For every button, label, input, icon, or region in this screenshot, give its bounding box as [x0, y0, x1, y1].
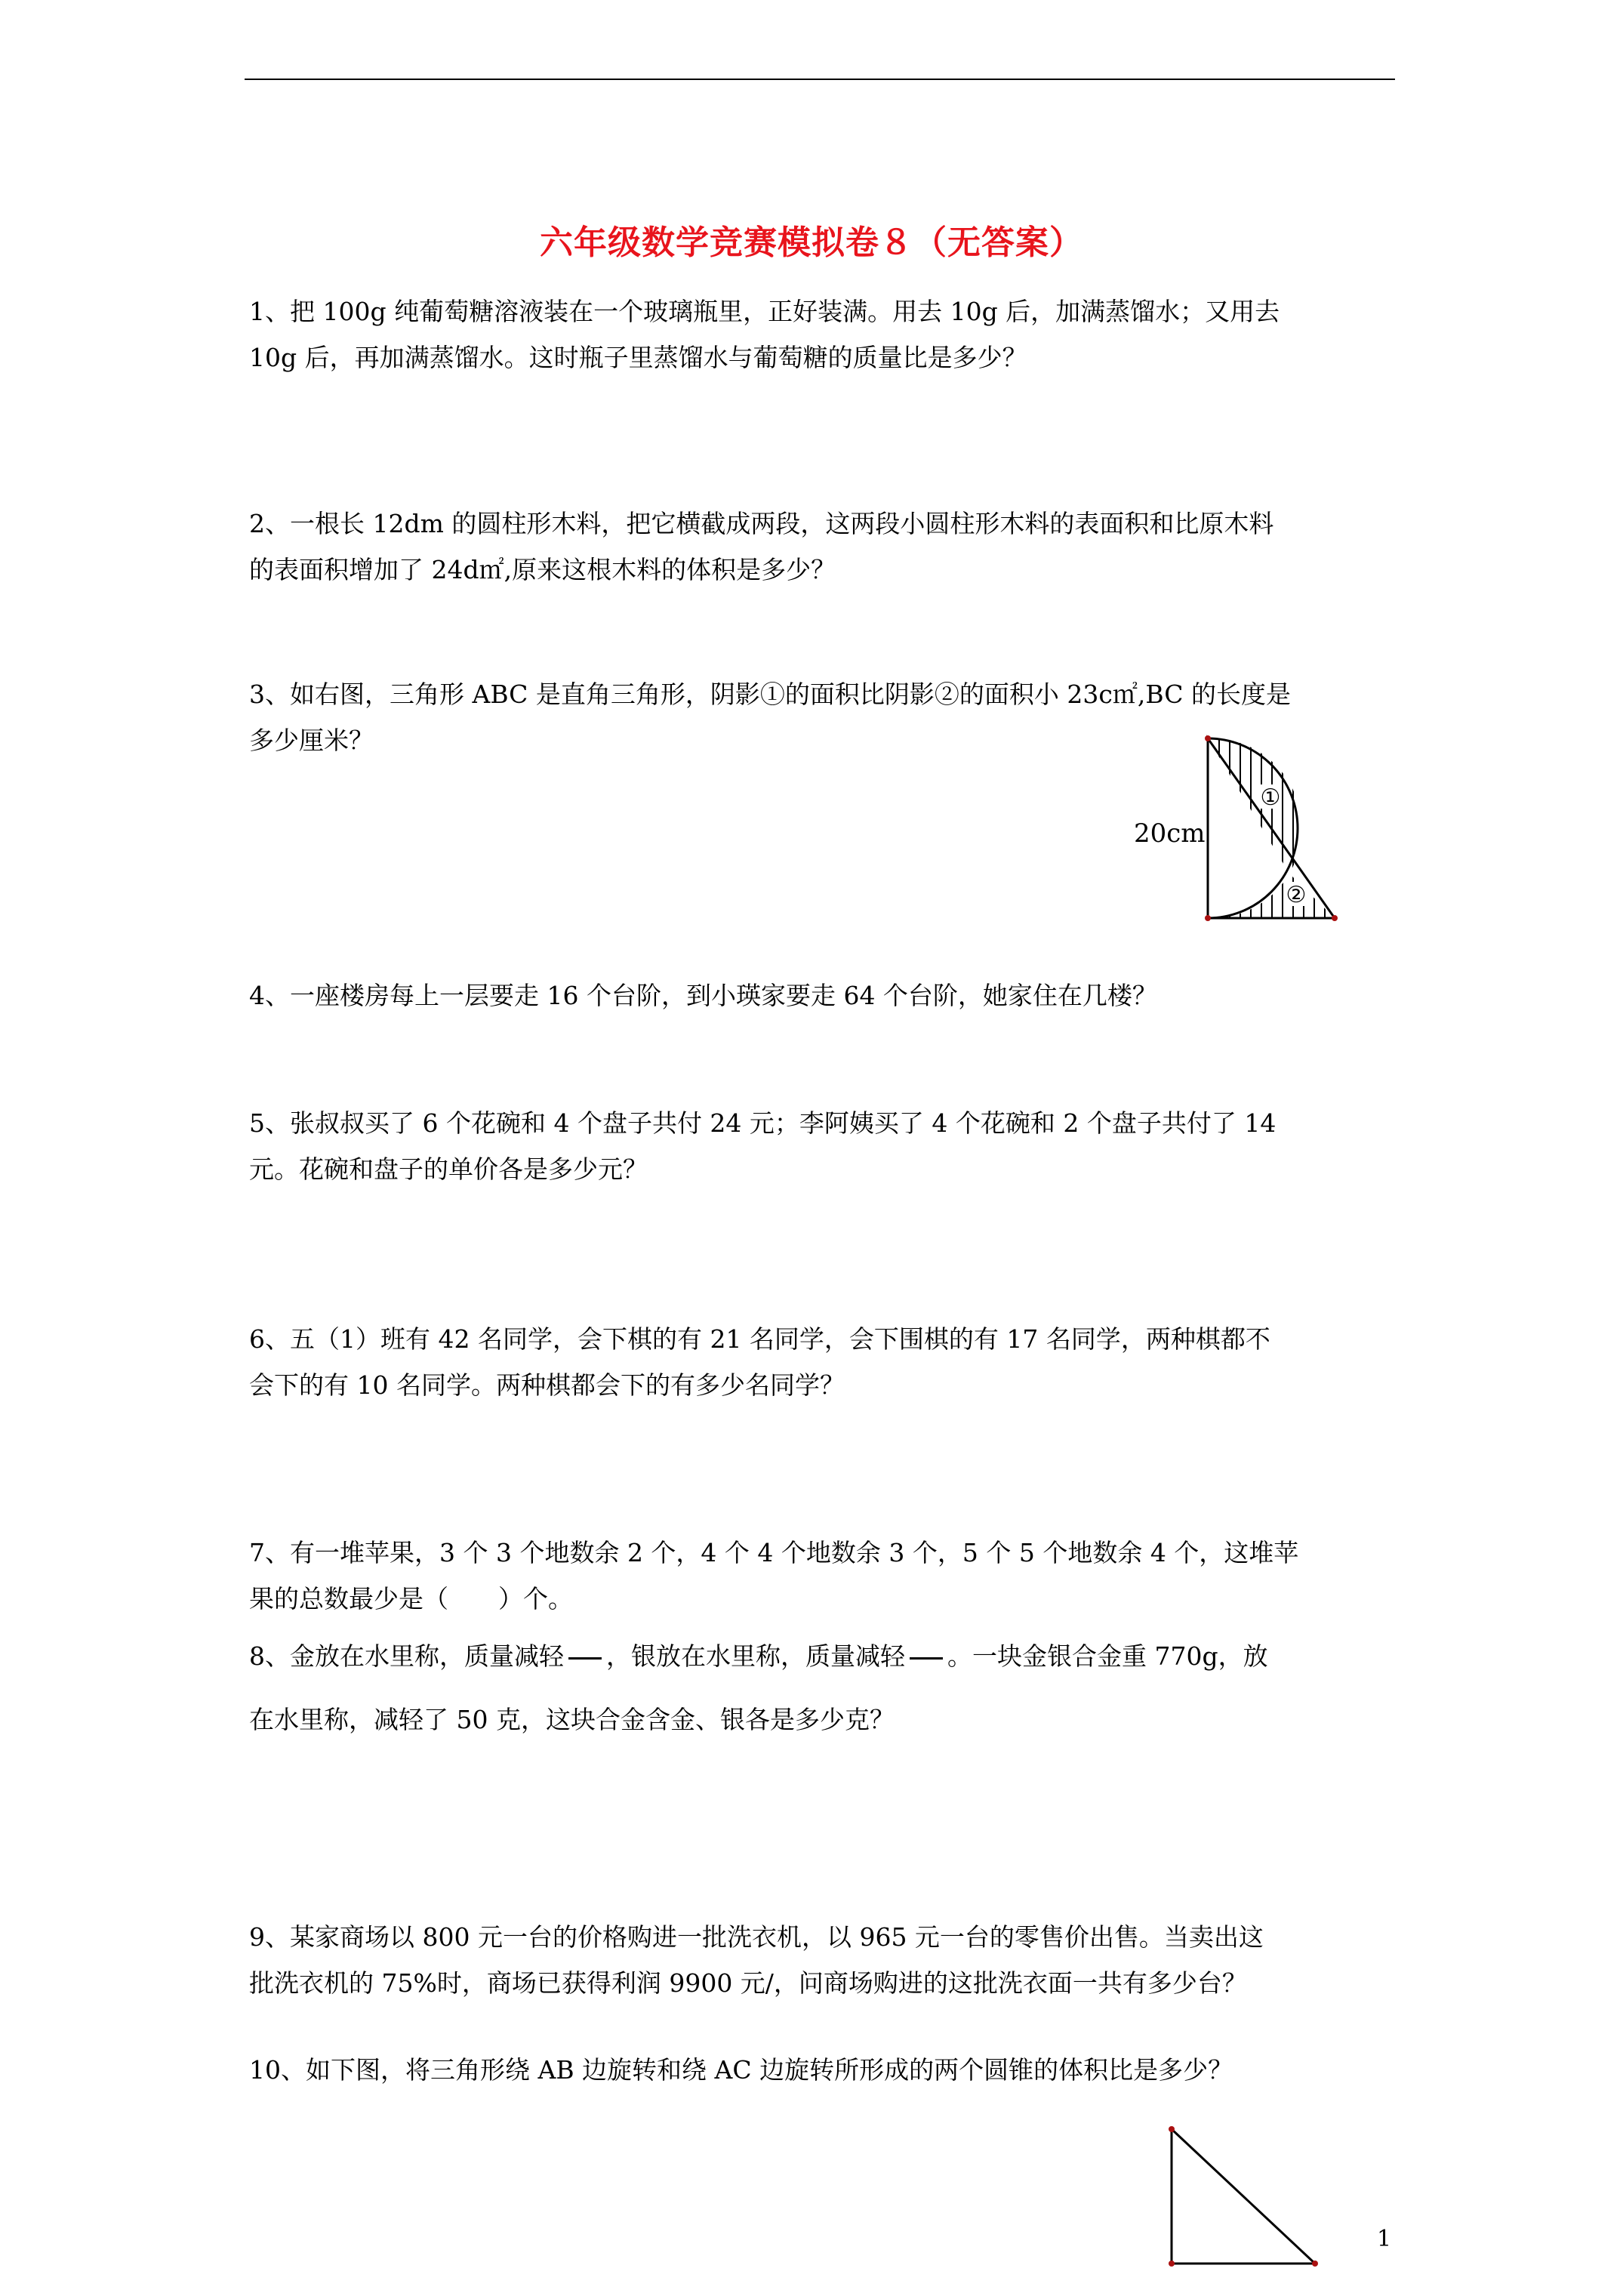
- region-1-label: ①: [1260, 784, 1281, 811]
- question-9-line-2: 批洗衣机的 75%时，商场已获得利润 9900 元/，问商场购进的这批洗衣面一共有多少台？: [249, 1968, 1247, 1998]
- shaded-region-2: [1208, 874, 1335, 918]
- page-number: 1: [1377, 2226, 1392, 2252]
- fraction-bar: [568, 1657, 602, 1660]
- question-2: [249, 501, 1397, 593]
- question-3-line-2: 多少厘米？: [249, 726, 374, 755]
- vertex-dot: [1312, 2261, 1318, 2267]
- region-2-label: ②: [1286, 882, 1307, 908]
- question-3-figure: [1193, 729, 1344, 929]
- question-2-line-1: 2、一根长 12dm 的圆柱形木料，把它横截成两段，这两段小圆柱形木料的表面积和比原木料: [249, 509, 1274, 538]
- fraction-bar: [910, 1657, 943, 1660]
- question-6-line-2: 会下的有 10 名同学。两种棋都会下的有多少名同学？: [249, 1370, 845, 1400]
- question-4: [249, 972, 1397, 1019]
- question-2-line-2: 的表面积增加了 24d㎡,原来这根木料的体积是多少？: [249, 555, 836, 584]
- question-8: [249, 1632, 1397, 1744]
- vertex-dot: [1332, 915, 1338, 921]
- question-6: [249, 1316, 1397, 1408]
- question-6-line-1: 6、五（1）班有 42 名同学，会下棋的有 21 名同学，会下围棋的有 17 名同学，两种棋都不: [249, 1324, 1270, 1354]
- question-5: [249, 1100, 1397, 1192]
- page-title: 六年级数学竞赛模拟卷８（无答案）: [540, 223, 1083, 262]
- question-4-line-1: 4、一座楼房每上一层要走 16 个台阶，到小瑛家要走 64 个台阶，她家住在几楼？: [249, 981, 1157, 1010]
- vertex-dot: [1169, 2126, 1175, 2132]
- question-8-text-c: 。一块金银合金重 770g，放: [947, 1641, 1268, 1671]
- vertex-dot: [1205, 915, 1211, 921]
- header-rule: [245, 79, 1395, 80]
- vertex-dot: [1205, 735, 1211, 741]
- question-3-line-1: 3、如右图，三角形 ABC 是直角三角形，阴影①的面积比阴影②的面积小 23c㎡,BC 的长度是: [249, 680, 1291, 709]
- right-triangle: [1172, 2129, 1315, 2264]
- question-8-text-b: ，银放在水里称，质量减轻: [606, 1641, 905, 1671]
- question-7: [249, 1530, 1397, 1622]
- question-9: [249, 1914, 1397, 2006]
- question-1-line-2: 10g 后，再加满蒸馏水。这时瓶子里蒸馏水与葡萄糖的质量比是多少？: [249, 343, 1027, 372]
- question-10-figure: [1164, 2122, 1323, 2273]
- question-7-line-2: 果的总数最少是（ ）个。: [249, 1584, 573, 1613]
- question-5-line-2: 元。花碗和盘子的单价各是多少元？: [249, 1154, 648, 1184]
- question-1: [249, 288, 1397, 381]
- side-length-label: 20cm: [1134, 818, 1206, 849]
- question-8-line-2: 在水里称，减轻了 50 克，这块合金含金、银各是多少克？: [249, 1705, 895, 1734]
- question-8-text-a: 8、金放在水里称，质量减轻: [249, 1641, 564, 1671]
- vertex-dot: [1169, 2261, 1175, 2267]
- question-10-line-1: 10、如下图，将三角形绕 AB 边旋转和绕 AC 边旋转所形成的两个圆锥的体积比是多少？: [249, 2055, 1233, 2085]
- question-1-line-1: 1、把 100g 纯葡萄糖溶液装在一个玻璃瓶里，正好装满。用去 10g 后，加满蒸馏水；又用去: [249, 297, 1280, 326]
- question-10: [249, 2047, 1397, 2093]
- question-8-line-1: [249, 1632, 1397, 1681]
- question-9-line-1: 9、某家商场以 800 元一台的价格购进一批洗衣机，以 965 元一台的零售价出售。当卖出这: [249, 1922, 1264, 1952]
- question-5-line-1: 5、张叔叔买了 6 个花碗和 4 个盘子共付 24 元；李阿姨买了 4 个花碗和 2 个盘子共付了 14: [249, 1108, 1277, 1138]
- question-7-line-1: 7、有一堆苹果，3 个 3 个地数余 2 个，4 个 4 个地数余 3 个，5 个 5 个地数余 4 个，这堆苹: [249, 1538, 1299, 1567]
